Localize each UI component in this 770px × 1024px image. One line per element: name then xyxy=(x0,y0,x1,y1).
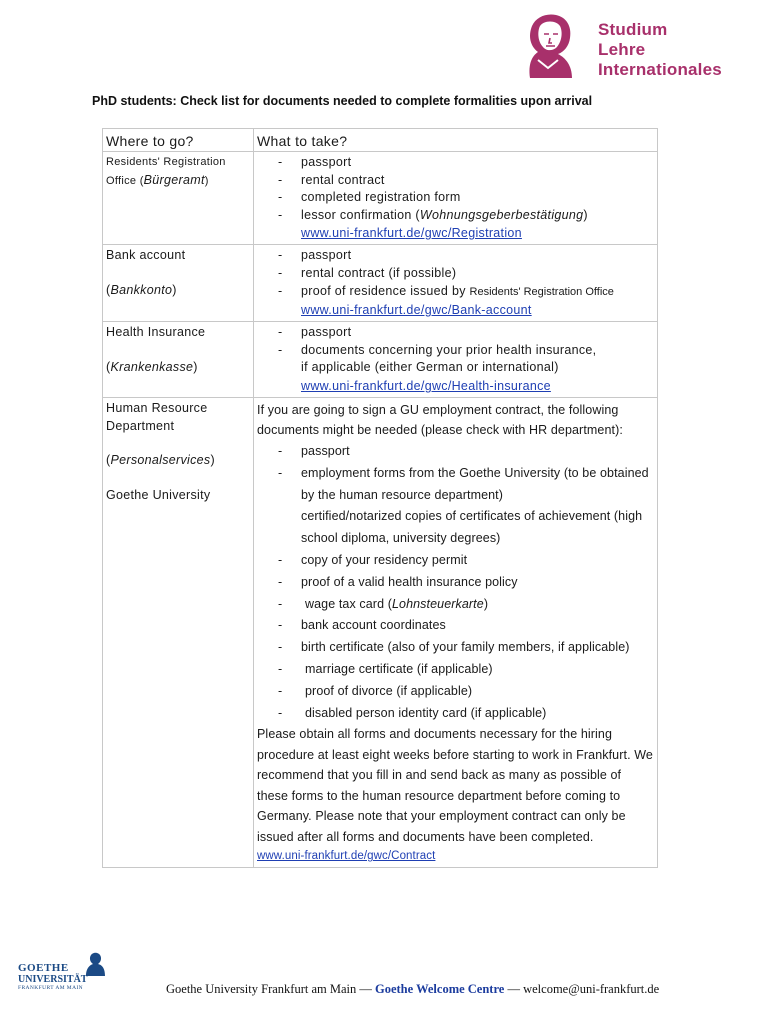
list-item: - passport xyxy=(257,154,654,172)
list-item: certified/notarized copies of certificates of achievement (high school diploma, university degrees) xyxy=(301,509,643,546)
where-german: Krankenkasse xyxy=(110,359,194,374)
hr-intro: If you are going to sign a GU employment contract, the following documents might be needed (please check with HR department): xyxy=(257,402,623,438)
health-insurance-link[interactable]: www.uni-frankfurt.de/gwc/Health-insurance xyxy=(301,378,551,393)
list-item: - completed registration form xyxy=(257,189,654,207)
list-item: - birth certificate (also of your family members, if applicable) xyxy=(257,637,654,659)
list-item: - proof of residence issued by Residents' Registration Office xyxy=(257,283,654,302)
what-cell xyxy=(254,245,658,322)
goethe-portrait-icon xyxy=(516,12,580,78)
where-line: Residents' Registration xyxy=(106,156,226,168)
where-line: Bank account xyxy=(106,248,186,263)
goethe-emblem-icon xyxy=(82,952,108,976)
list-item: - employment forms from the Goethe University (to be obtained by the human resource department) xyxy=(257,463,654,507)
table-row xyxy=(103,322,658,398)
list-item: - rental contract (if possible) xyxy=(257,265,654,283)
footer-welcome-centre: Goethe Welcome Centre xyxy=(374,982,505,996)
where-line: Health Insurance xyxy=(106,325,206,340)
header-where: Where to go? xyxy=(103,129,254,152)
bank-account-link[interactable]: www.uni-frankfurt.de/gwc/Bank-account xyxy=(301,303,532,318)
table-row xyxy=(103,152,658,245)
list-item: - rental contract xyxy=(257,172,654,190)
list-item: - lessor confirmation (Wohnungsgeberbestätigung) xyxy=(257,207,654,225)
logo-line-1: Studium xyxy=(598,20,668,39)
where-cell: Residents' Registration Office (Bürgeramt) xyxy=(103,152,254,245)
list-item: - bank account coordinates xyxy=(257,615,654,637)
logo-universitaet: UNIVERSITÄT xyxy=(18,974,88,985)
hr-outro: Please obtain all forms and documents necessary for the hiring procedure at least eight weeks before starting to work in Frankfurt. We recommend that you fill in and send back as many as possible of these forms to the human resource department before coming to Germany. Please note that your employment contract can only be issued after all forms and documents have been completed. xyxy=(257,727,653,844)
footer-suffix: — welcome@uni-frankfurt.de xyxy=(507,982,660,996)
logo-line-3: Internationales xyxy=(598,60,722,79)
where-line: Goethe University xyxy=(106,487,211,502)
studium-lehre-internationales-logo xyxy=(516,10,756,82)
where-german: Bürgeramt xyxy=(143,172,205,187)
list-item: - passport xyxy=(257,247,654,265)
table-header-row xyxy=(103,129,658,152)
list-item: - wage tax card (Lohnsteuerkarte) xyxy=(257,594,654,616)
documents-checklist-table xyxy=(102,128,658,868)
where-german: Bankkonto xyxy=(110,282,173,297)
list-item: - proof of a valid health insurance policy xyxy=(257,572,654,594)
where-german: Personalservices xyxy=(110,453,211,468)
list-item-continuation: if applicable (either German or international) xyxy=(301,360,559,375)
footer-prefix: Goethe University Frankfurt am Main — xyxy=(166,982,372,996)
header-what: What to take? xyxy=(254,129,658,152)
where-line: Office xyxy=(106,174,137,187)
list-item: - proof of divorce (if applicable) xyxy=(257,681,654,703)
list-item: - copy of your residency permit xyxy=(257,550,654,572)
logo-line-2: Lehre xyxy=(598,40,646,59)
page-title: PhD students: Check list for documents needed to complete formalities upon arrival xyxy=(92,94,593,108)
what-cell xyxy=(254,322,658,398)
where-cell: Health Insurance (Krankenkasse) xyxy=(103,322,254,398)
logo-frankfurt: FRANKFURT AM MAIN xyxy=(18,985,84,991)
what-cell xyxy=(254,397,658,867)
where-cell: Bank account (Bankkonto) xyxy=(103,245,254,322)
table-row xyxy=(103,245,658,322)
what-cell xyxy=(254,152,658,245)
list-item: - disabled person identity card (if applicable) xyxy=(257,703,654,725)
list-item: - passport xyxy=(257,441,654,463)
table-row xyxy=(103,397,658,867)
list-item: - documents concerning your prior health insurance, xyxy=(257,342,654,360)
registration-link[interactable]: www.uni-frankfurt.de/gwc/Registration xyxy=(301,226,522,241)
goethe-university-logo xyxy=(18,952,108,996)
logo-goethe: GOETHE xyxy=(18,962,69,974)
where-cell: Human Resource Department (Personalservices) Goethe University xyxy=(103,397,254,867)
list-item: - passport xyxy=(257,324,654,342)
page-footer xyxy=(166,982,659,997)
where-line: Human Resource xyxy=(106,400,208,415)
list-item: - marriage certificate (if applicable) xyxy=(257,659,654,681)
contract-link[interactable]: www.uni-frankfurt.de/gwc/Contract xyxy=(257,850,436,863)
where-line: Department xyxy=(106,418,175,433)
